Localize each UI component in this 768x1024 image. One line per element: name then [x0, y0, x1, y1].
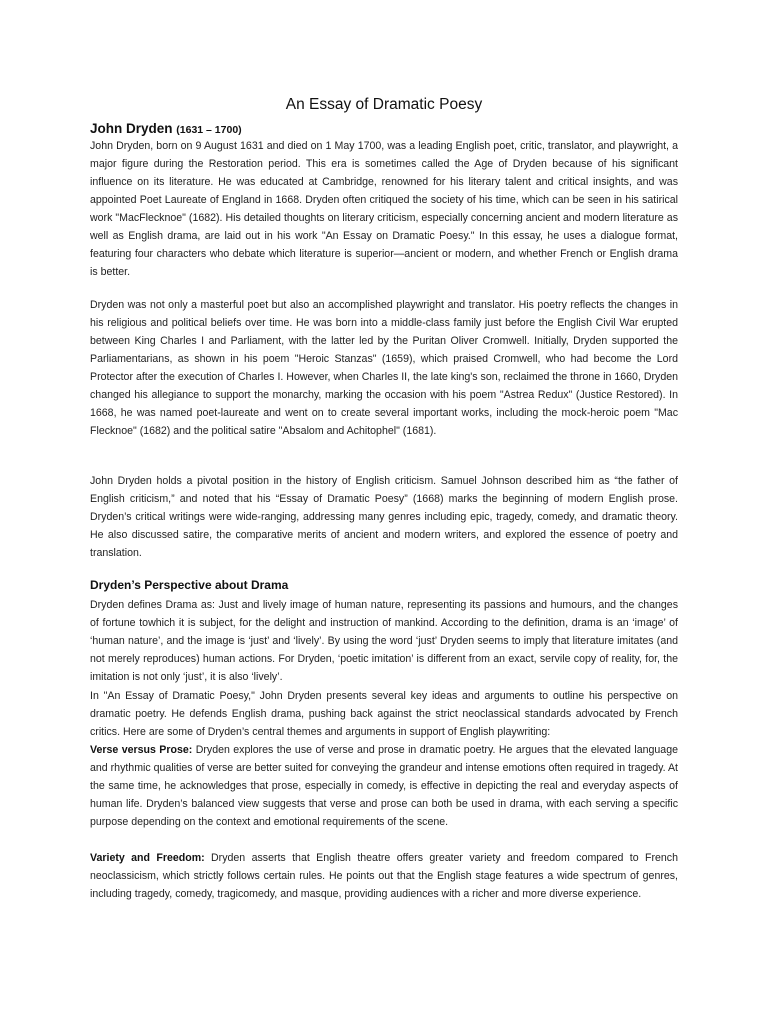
document-page — [90, 0, 678, 1024]
document-title: An Essay of Dramatic Poesy — [285, 96, 483, 113]
author-dates: (1631 – 1700) — [176, 124, 242, 136]
section-heading: Dryden’s Perspective about Drama — [90, 578, 289, 592]
point-text: Dryden asserts that English theatre offers greater variety and freedom compared to French neoclassicism, which strictly follows certain rules. He points out that the English stage features a wide spectrum of genres, including tragedy, comedy, tragicomedy, and masque, providing audiences with a richer and more diverse experience. — [90, 852, 678, 900]
paragraph-biography: John Dryden, born on 9 August 1631 and died on 1 May 1700, was a leading English poet, critic, translator, and playwright, a major figure during the Restoration period. This era is sometimes called the Age of Dryden because of his significant influence on its literature. He was educated at Cambridge, renowned for his literary talent and critical insights, and was appointed Poet Laureate of England in 1668. Dryden often critiqued the society of his time, which can be seen in his satirical work "MacFlecknoe" (1682). His detailed thoughts on literary criticism, especially concerning ancient and modern literature as well as English drama, are laid out in his work "An Essay on Dramatic Poesy." In this essay, he uses a dialogue format, featuring four characters who debate which literature is superior—ancient or modern, and whether French or English drama is better. — [90, 140, 678, 278]
point-verse-prose — [90, 741, 678, 831]
paragraph-career: Dryden was not only a masterful poet but also an accomplished playwright and translator. His poetry reflects the changes in his religious and political beliefs over time. He was born into a middle-class family just before the English Civil War erupted between King Charles I and Parliament, with the latter led by the Puritan Oliver Cromwell. Initially, Dryden supported the Parliamentarians, as shown in his poem "Heroic Stanzas" (1659), which praised Cromwell, who had become the Lord Protector after the execution of Charles I. However, when Charles II, the late king's son, reclaimed the throne in 1660, Dryden changed his allegiance to support the monarchy, marking the occasion with his poem "Astrea Redux" (Justice Restored). In 1668, he was named poet-laureate and went on to create several important works, including the mock-heroic poem "Mac Flecknoe" (1682) and the political satire "Absalom and Achitophel" (1681). — [90, 299, 678, 437]
point-label: Variety and Freedom: — [90, 852, 205, 864]
point-label: Verse versus Prose: — [90, 744, 193, 756]
paragraph-definition: Dryden defines Drama as: Just and lively image of human nature, representing its passions and humours, and the changes of fortune towhich it is subject, for the delight and instruction of mankind. According to the definition, drama is an ‘image’ of ‘human nature’, and the image is ‘just’ and ‘lively’. By using the word ‘just’ Dryden seems to imply that literature imitates (and not merely reproduces) human actions. For Dryden, ‘poetic imitation’ is different from an exact, servile copy of reality, for, the imitation is not only ‘just’, it is also ‘lively’. — [90, 599, 678, 683]
paragraph-intro: In "An Essay of Dramatic Poesy," John Dryden presents several key ideas and arguments to outline his perspective on dramatic poetry. He defends English drama, pushing back against the strict neoclassical standards advocated by French critics. Here are some of Dryden’s central themes and arguments in support of English playwriting: — [90, 690, 678, 738]
paragraph-criticism: John Dryden holds a pivotal position in the history of English criticism. Samuel Johnson described him as “the father of English criticism,” and noted that his “Essay of Dramatic Poesy” (1668) marks the beginning of modern English prose. Dryden’s critical writings were wide-ranging, addressing many genres including epic, tragedy, comedy, and dramatic theory. He also discussed satire, the comparative merits of ancient and modern writers, and explored the essence of poetry and translation. — [90, 475, 678, 559]
author-name: John Dryden — [90, 121, 173, 136]
point-text: Dryden explores the use of verse and prose in dramatic poetry. He argues that the elevated language and rhythmic qualities of verse are better suited for conveying the grandeur and intense emotions often required in tragedy. At the same time, he acknowledges that prose, especially in comedy, is effective in depicting the real and everyday aspects of human life. Dryden’s balanced view suggests that verse and prose can both be used in drama, with each serving a specific purpose depending on the context and emotional requirements of the scene. — [90, 744, 678, 828]
point-variety-freedom — [90, 849, 678, 903]
